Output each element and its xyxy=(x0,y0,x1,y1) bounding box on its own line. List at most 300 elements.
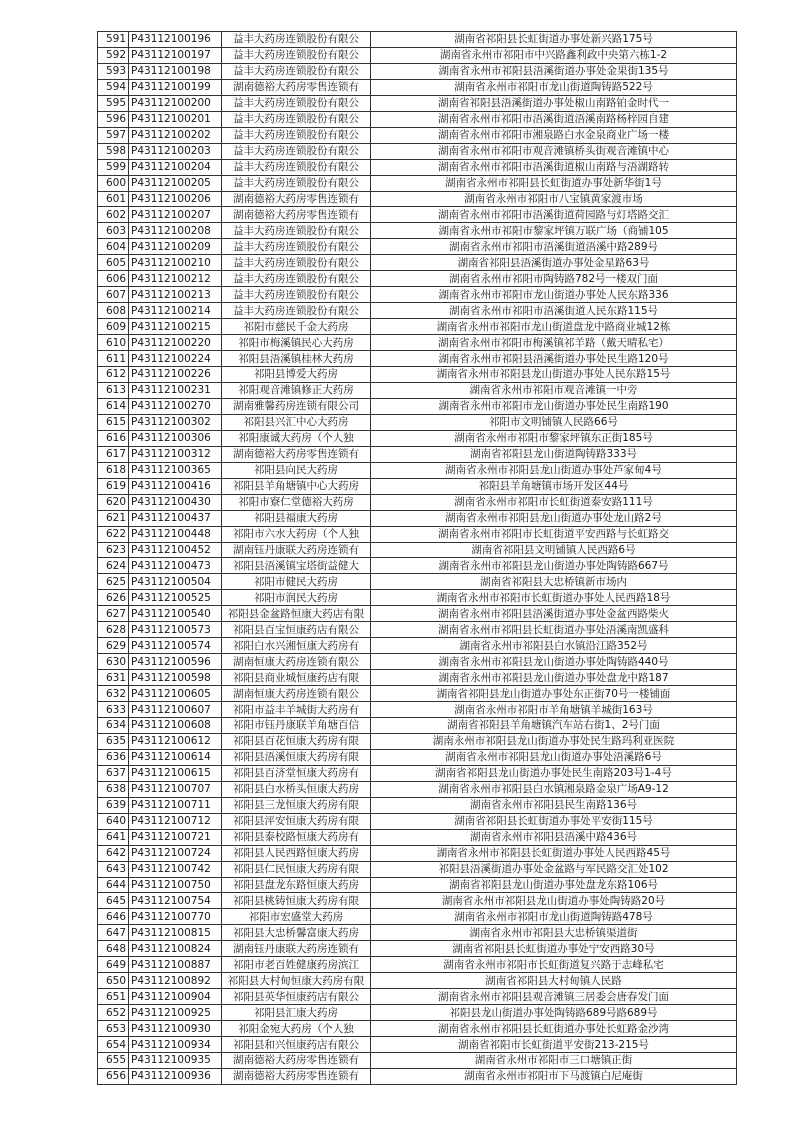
registration-code-cell: P43112100210 xyxy=(129,255,222,271)
pharmacy-address-cell: 湖南省永州市祁阳市长虹街道办事处人民西路18号 xyxy=(371,590,737,606)
row-number-cell: 636 xyxy=(98,749,129,765)
pharmacy-address-cell: 湖南省永州市祁阳县长虹街道办事处长虹路金沙湾 xyxy=(371,1021,737,1037)
registration-code-cell: P43112100199 xyxy=(129,79,222,95)
table-row xyxy=(98,47,737,63)
table-row xyxy=(98,1053,737,1069)
pharmacy-name-cell: 湖南恒康大药房连锁有限公 xyxy=(222,654,371,670)
row-number-cell: 638 xyxy=(98,781,129,797)
pharmacy-address-cell: 湖南省永州市祁阳市陶铸路782号一楼双门面 xyxy=(371,271,737,287)
registration-code-cell: P43112100712 xyxy=(129,813,222,829)
row-number-cell: 607 xyxy=(98,287,129,303)
registration-code-cell: P43112100365 xyxy=(129,462,222,478)
pharmacy-name-cell: 湖南德裕大药房零售连锁有 xyxy=(222,79,371,95)
row-number-cell: 593 xyxy=(98,63,129,79)
pharmacy-address-cell: 湖南省永州市祁阳县长虹街道办事处浯溪南凯盛科 xyxy=(371,622,737,638)
row-number-cell: 631 xyxy=(98,670,129,686)
registration-code-cell: P43112100473 xyxy=(129,558,222,574)
registration-code-cell: P43112100607 xyxy=(129,702,222,718)
registration-code-cell: P43112100312 xyxy=(129,446,222,462)
table-row xyxy=(98,127,737,143)
table-row xyxy=(98,398,737,414)
pharmacy-name-cell: 益丰大药房连锁股份有限公 xyxy=(222,287,371,303)
pharmacy-name-cell: 祁阳康诚大药房（个人独 xyxy=(222,430,371,446)
table-row xyxy=(98,367,737,383)
pharmacy-name-cell: 祁阳县大忠桥馨富康大药房 xyxy=(222,925,371,941)
row-number-cell: 613 xyxy=(98,382,129,398)
table-row xyxy=(98,542,737,558)
table-row xyxy=(98,191,737,207)
pharmacy-name-cell: 湖南钰丹康联大药房连锁有 xyxy=(222,941,371,957)
row-number-cell: 647 xyxy=(98,925,129,941)
table-row xyxy=(98,95,737,111)
table-row xyxy=(98,733,737,749)
registration-code-cell: P43112100209 xyxy=(129,239,222,255)
pharmacy-address-cell: 湖南省永州市祁阳县浯溪中路436号 xyxy=(371,829,737,845)
row-number-cell: 641 xyxy=(98,829,129,845)
table-row xyxy=(98,925,737,941)
pharmacy-name-cell: 祁阳县桃铸恒康大药房有限 xyxy=(222,893,371,909)
row-number-cell: 601 xyxy=(98,191,129,207)
table-row xyxy=(98,335,737,351)
pharmacy-address-cell: 湖南省永州市祁阳县大忠桥镇渠道街 xyxy=(371,925,737,941)
row-number-cell: 618 xyxy=(98,462,129,478)
row-number-cell: 600 xyxy=(98,175,129,191)
row-number-cell: 605 xyxy=(98,255,129,271)
row-number-cell: 615 xyxy=(98,414,129,430)
registration-code-cell: P43112100904 xyxy=(129,989,222,1005)
pharmacy-address-cell: 湖南省永州市祁阳县龙山街道办事处陶铸路440号 xyxy=(371,654,737,670)
row-number-cell: 612 xyxy=(98,367,129,383)
table-row xyxy=(98,430,737,446)
row-number-cell: 646 xyxy=(98,909,129,925)
pharmacy-address-cell: 湖南省祁阳县龙山街道办事处民生南路203号1-4号 xyxy=(371,765,737,781)
row-number-cell: 633 xyxy=(98,702,129,718)
pharmacy-name-cell: 祁阳县汇康大药房 xyxy=(222,1005,371,1021)
registration-code-cell: P43112100202 xyxy=(129,127,222,143)
pharmacy-address-cell: 湖南省祁阳县浯溪街道办事处金星路63号 xyxy=(371,255,737,271)
pharmacy-address-cell: 湖南省永州市祁阳县长虹街道办事处人民西路45号 xyxy=(371,845,737,861)
pharmacy-address-cell: 湖南省永州市祁阳市黎家坪镇东正街185号 xyxy=(371,430,737,446)
table-row xyxy=(98,287,737,303)
pharmacy-address-cell: 湖南省永州市祁阳市浯溪街道人民东路115号 xyxy=(371,303,737,319)
row-number-cell: 608 xyxy=(98,303,129,319)
registration-code-cell: P43112100936 xyxy=(129,1068,222,1084)
registration-code-cell: P43112100724 xyxy=(129,845,222,861)
registration-code-cell: P43112100574 xyxy=(129,638,222,654)
pharmacy-address-cell: 湖南省祁阳县长虹街道办事处新兴路175号 xyxy=(371,32,737,48)
pharmacy-name-cell: 祁阳县羊角塘镇中心大药房 xyxy=(222,478,371,494)
table-row xyxy=(98,319,737,335)
pharmacy-address-cell: 湖南省永州市祁阳市黎家坪镇万联广场（商铺105 xyxy=(371,223,737,239)
pharmacy-address-cell: 湖南省永州市祁阳市浯溪街道荷园路与灯塔路交汇 xyxy=(371,207,737,223)
pharmacy-name-cell: 益丰大药房连锁股份有限公 xyxy=(222,303,371,319)
pharmacy-address-cell: 湖南省永州市祁阳县龙山街道办事处人民东路15号 xyxy=(371,367,737,383)
table-row xyxy=(98,478,737,494)
pharmacy-name-cell: 祁阳县浯溪恒康大药房有限 xyxy=(222,749,371,765)
table-row xyxy=(98,829,737,845)
registration-code-cell: P43112100892 xyxy=(129,973,222,989)
registration-code-cell: P43112100750 xyxy=(129,877,222,893)
table-row xyxy=(98,638,737,654)
pharmacy-name-cell: 祁阳县浯溪镇桂林大药房 xyxy=(222,351,371,367)
pharmacy-address-cell: 湖南省永州市祁阳县龙山街道办事处陶铸路667号 xyxy=(371,558,737,574)
pharmacy-name-cell: 益丰大药房连锁股份有限公 xyxy=(222,127,371,143)
row-number-cell: 594 xyxy=(98,79,129,95)
pharmacy-address-cell: 湖南省祁阳县龙山街道办事处东正街70号一楼铺面 xyxy=(371,686,737,702)
pharmacy-address-cell: 湖南省祁阳县大忠桥镇新市场内 xyxy=(371,574,737,590)
table-row xyxy=(98,558,737,574)
pharmacy-address-cell: 湖南省祁阳县长虹街道办事处宁安西路30号 xyxy=(371,941,737,957)
pharmacy-name-cell: 祁阳县英华恒康药店有限公 xyxy=(222,989,371,1005)
row-number-cell: 645 xyxy=(98,893,129,909)
pharmacy-name-cell: 祁阳市老百姓健康药房滨江 xyxy=(222,957,371,973)
pharmacy-name-cell: 祁阳县三龙恒康大药房有限 xyxy=(222,797,371,813)
registration-code-cell: P43112100198 xyxy=(129,63,222,79)
pharmacy-address-cell: 湖南省永州市祁阳县民生南路136号 xyxy=(371,797,737,813)
registration-code-cell: P43112100887 xyxy=(129,957,222,973)
registration-code-cell: P43112100220 xyxy=(129,335,222,351)
pharmacy-address-cell: 湖南省永州市祁阳市八宝镇黄家渡市场 xyxy=(371,191,737,207)
pharmacy-name-cell: 益丰大药房连锁股份有限公 xyxy=(222,159,371,175)
row-number-cell: 648 xyxy=(98,941,129,957)
table-row xyxy=(98,1021,737,1037)
pharmacy-address-cell: 湖南省永州市祁阳市观音滩镇一中旁 xyxy=(371,382,737,398)
pharmacy-address-cell: 湖南省永州市祁阳县白水镇湘泉路金泉广场A9-12 xyxy=(371,781,737,797)
row-number-cell: 635 xyxy=(98,733,129,749)
table-row xyxy=(98,414,737,430)
row-number-cell: 591 xyxy=(98,32,129,48)
pharmacy-name-cell: 祁阳县大村甸恒康大药房有限 xyxy=(222,973,371,989)
pharmacy-address-cell: 湖南省永州市祁阳市三口塘镇正街 xyxy=(371,1053,737,1069)
table-row xyxy=(98,111,737,127)
registration-code-cell: P43112100215 xyxy=(129,319,222,335)
pharmacy-name-cell: 祁阳市慈民千金大药房 xyxy=(222,319,371,335)
table-row xyxy=(98,32,737,48)
pharmacy-name-cell: 祁阳金宛大药房（个人独 xyxy=(222,1021,371,1037)
registration-code-cell: P43112100925 xyxy=(129,1005,222,1021)
pharmacy-address-cell: 湖南省永州市祁阳市浯溪街道椒山南路与浯湖路转 xyxy=(371,159,737,175)
pharmacy-address-cell: 湖南省永州市祁阳市长虹街道泰安路111号 xyxy=(371,494,737,510)
row-number-cell: 632 xyxy=(98,686,129,702)
table-row xyxy=(98,207,737,223)
registration-code-cell: P43112100208 xyxy=(129,223,222,239)
pharmacy-address-cell: 湖南省永州市祁阳市龙山街道陶铸路522号 xyxy=(371,79,737,95)
pharmacy-name-cell: 祁阳观音滩镇修正大药房 xyxy=(222,382,371,398)
pharmacy-address-cell: 祁阳县浯溪街道办事处金盆路与军民路交汇处102 xyxy=(371,861,737,877)
table-row xyxy=(98,446,737,462)
registration-code-cell: P43112100203 xyxy=(129,143,222,159)
row-number-cell: 624 xyxy=(98,558,129,574)
row-number-cell: 625 xyxy=(98,574,129,590)
pharmacy-address-cell: 祁阳市文明铺镇人民路66号 xyxy=(371,414,737,430)
registration-code-cell: P43112100612 xyxy=(129,733,222,749)
registration-code-cell: P43112100824 xyxy=(129,941,222,957)
registration-code-cell: P43112100205 xyxy=(129,175,222,191)
row-number-cell: 650 xyxy=(98,973,129,989)
registration-code-cell: P43112100721 xyxy=(129,829,222,845)
row-number-cell: 602 xyxy=(98,207,129,223)
row-number-cell: 654 xyxy=(98,1037,129,1053)
registration-code-cell: P43112100540 xyxy=(129,606,222,622)
pharmacy-name-cell: 湖南德裕大药房零售连锁有 xyxy=(222,191,371,207)
pharmacy-name-cell: 祁阳县百花恒康大药房有限 xyxy=(222,733,371,749)
pharmacy-name-cell: 湖南钰丹康联大药房连锁有 xyxy=(222,542,371,558)
registration-code-cell: P43112100204 xyxy=(129,159,222,175)
row-number-cell: 628 xyxy=(98,622,129,638)
row-number-cell: 653 xyxy=(98,1021,129,1037)
row-number-cell: 649 xyxy=(98,957,129,973)
registration-code-cell: P43112100224 xyxy=(129,351,222,367)
row-number-cell: 603 xyxy=(98,223,129,239)
table-row xyxy=(98,654,737,670)
table-row xyxy=(98,239,737,255)
registration-code-cell: P43112100437 xyxy=(129,510,222,526)
table-row xyxy=(98,1068,737,1084)
row-number-cell: 637 xyxy=(98,765,129,781)
pharmacy-address-cell: 湖南省永州市祁阳市湘泉路白水金泉商业广场一楼 xyxy=(371,127,737,143)
pharmacy-name-cell: 祁阳县福康大药房 xyxy=(222,510,371,526)
pharmacy-name-cell: 湖南德裕大药房零售连锁有 xyxy=(222,446,371,462)
registration-code-cell: P43112100214 xyxy=(129,303,222,319)
pharmacy-address-cell: 湖南省永州市祁阳市下马渡镇白尼庵街 xyxy=(371,1068,737,1084)
pharmacy-name-cell: 祁阳县博爱大药房 xyxy=(222,367,371,383)
pharmacy-name-cell: 益丰大药房连锁股份有限公 xyxy=(222,271,371,287)
registration-code-cell: P43112100201 xyxy=(129,111,222,127)
pharmacy-address-cell: 湖南省祁阳县大村甸镇人民路 xyxy=(371,973,737,989)
pharmacy-address-cell: 湖南省永州市祁阳市龙山街道陶铸路478号 xyxy=(371,909,737,925)
pharmacy-name-cell: 祁阳市寮仁堂德裕大药房 xyxy=(222,494,371,510)
pharmacy-name-cell: 祁阳白水兴湘恒康大药房有 xyxy=(222,638,371,654)
pharmacy-name-cell: 益丰大药房连锁股份有限公 xyxy=(222,223,371,239)
table-row xyxy=(98,797,737,813)
row-number-cell: 604 xyxy=(98,239,129,255)
table-row xyxy=(98,590,737,606)
pharmacy-name-cell: 祁阳县百宝恒康药店有限公 xyxy=(222,622,371,638)
pharmacy-address-cell: 湖南省永州市祁阳县龙山街道办事处芦家甸4号 xyxy=(371,462,737,478)
row-number-cell: 611 xyxy=(98,351,129,367)
pharmacy-name-cell: 湖南德裕大药房零售连锁有 xyxy=(222,1068,371,1084)
pharmacy-name-cell: 祁阳县仁民恒康大药房有限 xyxy=(222,861,371,877)
row-number-cell: 643 xyxy=(98,861,129,877)
pharmacy-address-cell: 湖南省永州市祁阳县龙山街道办事处龙山路2号 xyxy=(371,510,737,526)
pharmacy-address-cell: 湖南省永州市祁阳县观音滩镇三居委会唐春发门面 xyxy=(371,989,737,1005)
table-row xyxy=(98,1037,737,1053)
pharmacy-name-cell: 益丰大药房连锁股份有限公 xyxy=(222,111,371,127)
registration-code-cell: P43112100525 xyxy=(129,590,222,606)
row-number-cell: 652 xyxy=(98,1005,129,1021)
table-row xyxy=(98,574,737,590)
row-number-cell: 634 xyxy=(98,717,129,733)
pharmacy-name-cell: 祁阳县金盆路恒康大药店有限 xyxy=(222,606,371,622)
pharmacy-address-cell: 湖南省祁阳县浯溪街道办事处椒山南路铂金时代一 xyxy=(371,95,737,111)
table-row xyxy=(98,63,737,79)
table-row xyxy=(98,510,737,526)
registration-code-cell: P43112100306 xyxy=(129,430,222,446)
pharmacy-address-cell: 湖南省永州市祁阳市龙山街道盘龙中路商业城12栋 xyxy=(371,319,737,335)
registration-code-cell: P43112100615 xyxy=(129,765,222,781)
pharmacy-name-cell: 祁阳市钰丹康联羊角塘百信 xyxy=(222,717,371,733)
registration-code-cell: P43112100270 xyxy=(129,398,222,414)
registration-code-cell: P43112100815 xyxy=(129,925,222,941)
pharmacy-name-cell: 祁阳县泰校路恒康大药房有 xyxy=(222,829,371,845)
table-row xyxy=(98,79,737,95)
table-body xyxy=(98,32,737,1085)
row-number-cell: 627 xyxy=(98,606,129,622)
table-row xyxy=(98,351,737,367)
pharmacy-address-cell: 湖南省永州市祁阳市长虹街道复兴路于志峰私宅 xyxy=(371,957,737,973)
row-number-cell: 629 xyxy=(98,638,129,654)
row-number-cell: 620 xyxy=(98,494,129,510)
pharmacy-name-cell: 祁阳县白水桥头恒康大药房 xyxy=(222,781,371,797)
table-row xyxy=(98,717,737,733)
pharmacy-address-cell: 湖南省永州市祁阳县龙山街道办事处盘龙中路187 xyxy=(371,670,737,686)
registration-code-cell: P43112100605 xyxy=(129,686,222,702)
pharmacy-name-cell: 祁阳县浯溪镇宝塔街益健大 xyxy=(222,558,371,574)
pharmacy-address-cell: 湖南省祁阳县文明铺镇人民西路6号 xyxy=(371,542,737,558)
pharmacy-address-cell: 湖南省永州市祁阳县龙山街道办事处陶铸路20号 xyxy=(371,893,737,909)
pharmacy-address-cell: 湖南省永州市祁阳市中兴路鑫利政中央第六栋1-2 xyxy=(371,47,737,63)
table-row xyxy=(98,175,737,191)
pharmacy-address-cell: 祁阳县羊角塘镇市场开发区44号 xyxy=(371,478,737,494)
table-row xyxy=(98,143,737,159)
registration-code-cell: P43112100742 xyxy=(129,861,222,877)
pharmacy-name-cell: 祁阳市润民大药房 xyxy=(222,590,371,606)
pharmacy-name-cell: 湖南雅馨药房连锁有限公司 xyxy=(222,398,371,414)
table-row xyxy=(98,989,737,1005)
row-number-cell: 640 xyxy=(98,813,129,829)
pharmacy-name-cell: 湖南德裕大药房零售连锁有 xyxy=(222,207,371,223)
table-row xyxy=(98,382,737,398)
pharmacy-name-cell: 祁阳县盘龙东路恒康大药房 xyxy=(222,877,371,893)
row-number-cell: 651 xyxy=(98,989,129,1005)
registration-code-cell: P43112100770 xyxy=(129,909,222,925)
pharmacy-address-cell: 湖南省永州市祁阳市浯溪街道浯溪南路杨梓园自建 xyxy=(371,111,737,127)
row-number-cell: 642 xyxy=(98,845,129,861)
row-number-cell: 596 xyxy=(98,111,129,127)
table-row xyxy=(98,494,737,510)
pharmacy-name-cell: 益丰大药房连锁股份有限公 xyxy=(222,47,371,63)
pharmacy-name-cell: 祁阳县百济堂恒康大药房有 xyxy=(222,765,371,781)
registration-code-cell: P43112100430 xyxy=(129,494,222,510)
table-row xyxy=(98,686,737,702)
row-number-cell: 639 xyxy=(98,797,129,813)
table-row xyxy=(98,702,737,718)
table-row xyxy=(98,303,737,319)
registration-code-cell: P43112100197 xyxy=(129,47,222,63)
registration-code-cell: P43112100448 xyxy=(129,526,222,542)
row-number-cell: 630 xyxy=(98,654,129,670)
table-row xyxy=(98,877,737,893)
pharmacy-address-cell: 湖南省永州市祁阳县浯溪街道办事处金盆西路柴火 xyxy=(371,606,737,622)
pharmacy-name-cell: 祁阳县兴汇中心大药房 xyxy=(222,414,371,430)
table-row xyxy=(98,670,737,686)
pharmacy-address-cell: 湖南永州市祁阳县龙山街道办事处民生路玛利亚医院 xyxy=(371,733,737,749)
pharmacy-name-cell: 祁阳市健民大药房 xyxy=(222,574,371,590)
registration-code-cell: P43112100452 xyxy=(129,542,222,558)
pharmacy-name-cell: 祁阳市梅溪镇民心大药房 xyxy=(222,335,371,351)
pharmacy-address-cell: 湖南省永州市祁阳市长虹街道平安西路与长虹路交 xyxy=(371,526,737,542)
row-number-cell: 623 xyxy=(98,542,129,558)
row-number-cell: 597 xyxy=(98,127,129,143)
table-row xyxy=(98,223,737,239)
row-number-cell: 622 xyxy=(98,526,129,542)
table-row xyxy=(98,893,737,909)
pharmacy-address-cell: 湖南省永州市祁阳县白水镇沿江路352号 xyxy=(371,638,737,654)
pharmacy-address-cell: 湖南省永州市祁阳市龙山街道办事处民生南路190 xyxy=(371,398,737,414)
pharmacy-name-cell: 祁阳县向民大药房 xyxy=(222,462,371,478)
row-number-cell: 644 xyxy=(98,877,129,893)
registration-code-cell: P43112100196 xyxy=(129,32,222,48)
registration-code-cell: P43112100416 xyxy=(129,478,222,494)
table-row xyxy=(98,957,737,973)
registration-code-cell: P43112100614 xyxy=(129,749,222,765)
pharmacy-address-cell: 湖南省祁阳县羊角塘镇汽车站右街1、2号门面 xyxy=(371,717,737,733)
table-row xyxy=(98,861,737,877)
registration-code-cell: P43112100754 xyxy=(129,893,222,909)
pharmacy-address-cell: 湖南省永州市祁阳县浯溪街道办事处金果街135号 xyxy=(371,63,737,79)
registration-code-cell: P43112100608 xyxy=(129,717,222,733)
row-number-cell: 598 xyxy=(98,143,129,159)
pharmacy-address-cell: 湖南省祁阳县龙山街道陶铸路333号 xyxy=(371,446,737,462)
pharmacy-name-cell: 湖南德裕大药房零售连锁有 xyxy=(222,1053,371,1069)
row-number-cell: 619 xyxy=(98,478,129,494)
pharmacy-name-cell: 益丰大药房连锁股份有限公 xyxy=(222,175,371,191)
pharmacy-name-cell: 益丰大药房连锁股份有限公 xyxy=(222,95,371,111)
row-number-cell: 626 xyxy=(98,590,129,606)
registration-code-cell: P43112100707 xyxy=(129,781,222,797)
row-number-cell: 656 xyxy=(98,1068,129,1084)
table-row xyxy=(98,462,737,478)
pharmacy-address-cell: 湖南省永州市祁阳市羊角塘镇羊城街163号 xyxy=(371,702,737,718)
registration-code-cell: P43112100596 xyxy=(129,654,222,670)
table-row xyxy=(98,749,737,765)
table-row xyxy=(98,909,737,925)
pharmacy-name-cell: 祁阳县人民西路恒康大药房 xyxy=(222,845,371,861)
pharmacy-address-cell: 湖南省祁阳市长虹街道平安街213-215号 xyxy=(371,1037,737,1053)
registration-code-cell: P43112100212 xyxy=(129,271,222,287)
pharmacy-name-cell: 益丰大药房连锁股份有限公 xyxy=(222,255,371,271)
pharmacy-address-cell: 湖南省永州市祁阳县长虹街道办事处新华街1号 xyxy=(371,175,737,191)
row-number-cell: 617 xyxy=(98,446,129,462)
registration-code-cell: P43112100934 xyxy=(129,1037,222,1053)
table-row xyxy=(98,159,737,175)
pharmacy-name-cell: 益丰大药房连锁股份有限公 xyxy=(222,239,371,255)
pharmacy-address-cell: 湖南省永州市祁阳县浯溪街道办事处民生路120号 xyxy=(371,351,737,367)
pharmacy-name-cell: 益丰大药房连锁股份有限公 xyxy=(222,32,371,48)
row-number-cell: 609 xyxy=(98,319,129,335)
pharmacy-name-cell: 益丰大药房连锁股份有限公 xyxy=(222,63,371,79)
table-row xyxy=(98,765,737,781)
table-row xyxy=(98,622,737,638)
table-row xyxy=(98,813,737,829)
registration-code-cell: P43112100930 xyxy=(129,1021,222,1037)
registration-code-cell: P43112100226 xyxy=(129,367,222,383)
table-row xyxy=(98,781,737,797)
table-row xyxy=(98,255,737,271)
pharmacy-address-cell: 湖南省永州市祁阳县龙山街道办事处浯溪路6号 xyxy=(371,749,737,765)
pharmacy-name-cell: 祁阳市益丰羊城街大药房有 xyxy=(222,702,371,718)
pharmacy-name-cell: 益丰大药房连锁股份有限公 xyxy=(222,143,371,159)
table-row xyxy=(98,845,737,861)
table-row xyxy=(98,973,737,989)
registration-code-cell: P43112100711 xyxy=(129,797,222,813)
table-row xyxy=(98,606,737,622)
pharmacy-address-cell: 湖南省永州市祁阳市梅溪镇祁羊路（戴天晴私宅） xyxy=(371,335,737,351)
registration-code-cell: P43112100206 xyxy=(129,191,222,207)
registration-code-cell: P43112100213 xyxy=(129,287,222,303)
table-row xyxy=(98,526,737,542)
row-number-cell: 606 xyxy=(98,271,129,287)
